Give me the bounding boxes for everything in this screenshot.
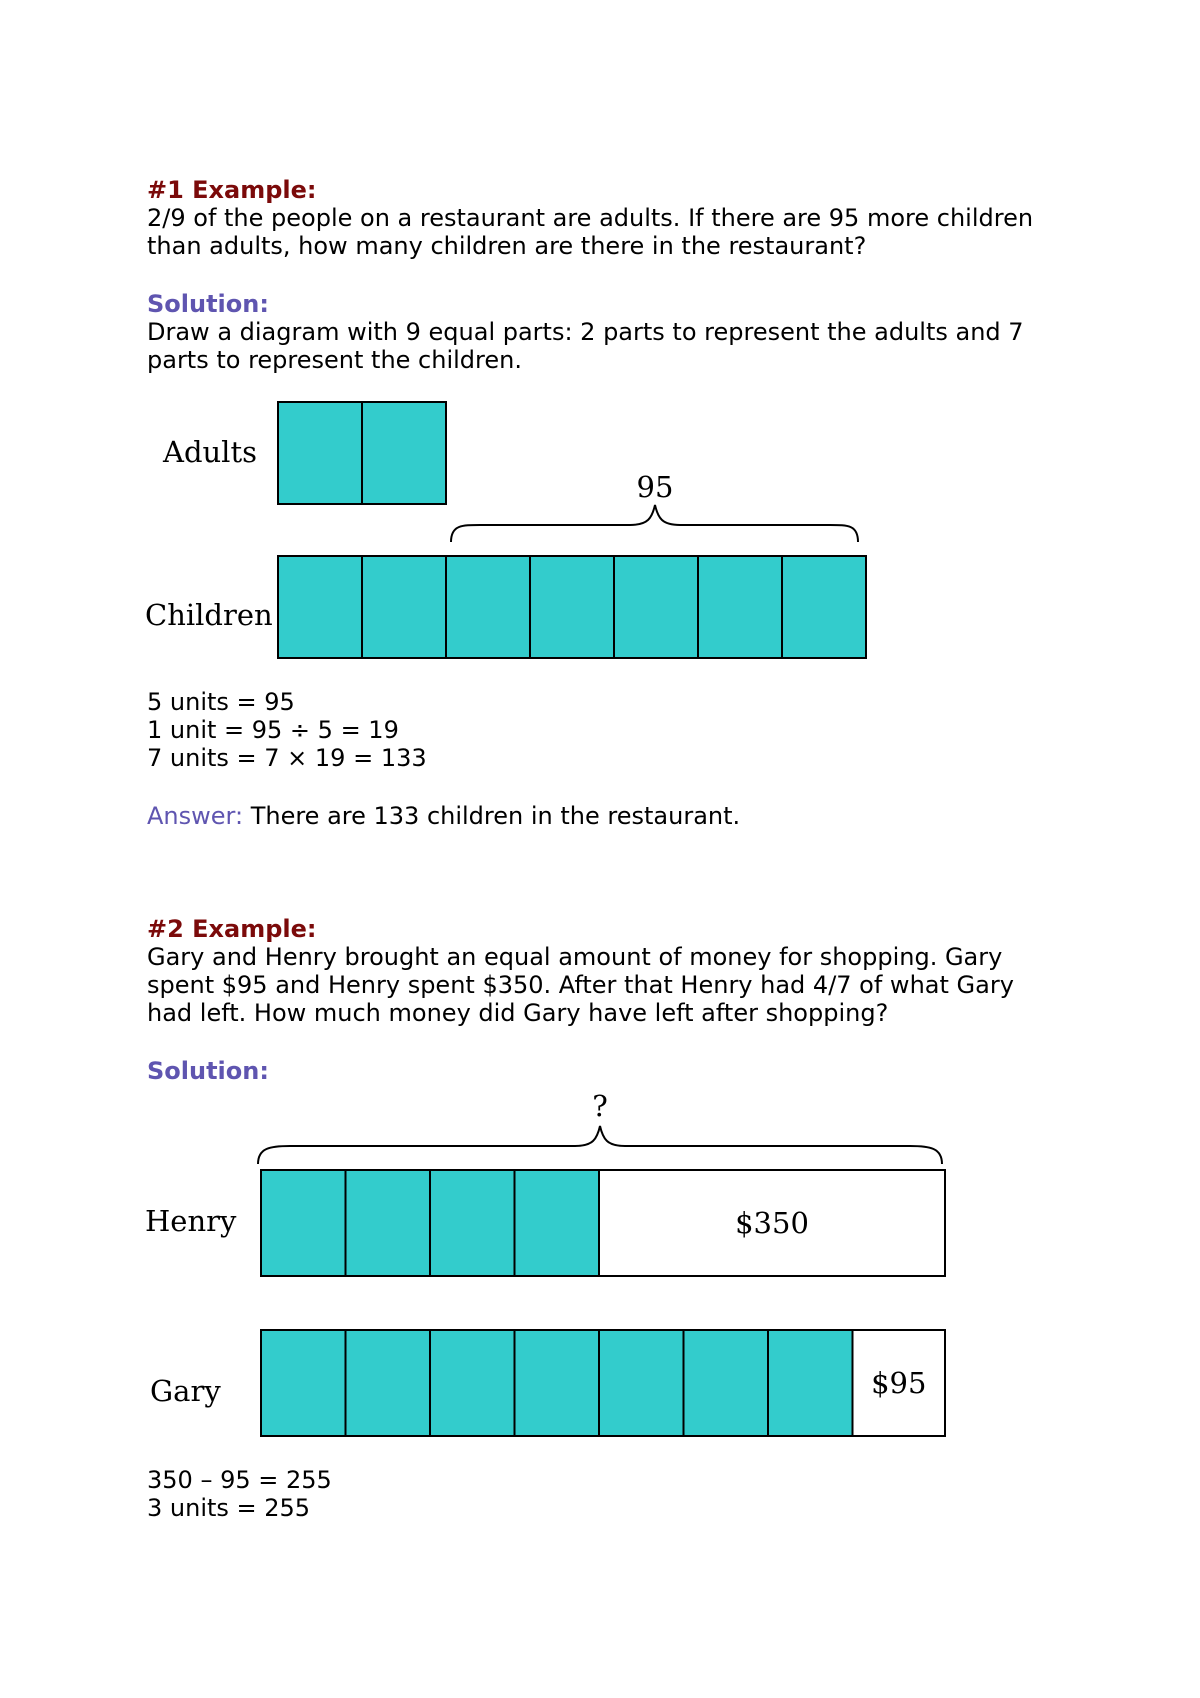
children-unit bbox=[782, 556, 866, 658]
gary-unit bbox=[684, 1330, 769, 1436]
henry-unit bbox=[346, 1170, 431, 1276]
gary-unit bbox=[768, 1330, 853, 1436]
example2-calc-line1: 350 – 95 = 255 bbox=[147, 1466, 332, 1494]
children-unit bbox=[698, 556, 782, 658]
example1-calc-line3: 7 units = 7 × 19 = 133 bbox=[147, 744, 427, 772]
difference-brace bbox=[451, 505, 858, 542]
gary-spent-label: $95 bbox=[871, 1366, 927, 1400]
adults-bar bbox=[278, 402, 446, 504]
example2-question-line2: spent $95 and Henry spent $350. After that Henry had 4/7 of what Gary bbox=[147, 971, 1014, 999]
children-unit bbox=[362, 556, 446, 658]
henry-unit bbox=[515, 1170, 600, 1276]
children-unit bbox=[446, 556, 530, 658]
adults-unit bbox=[362, 402, 446, 504]
example2-bar-model bbox=[0, 1060, 1200, 1460]
children-label: Children bbox=[145, 598, 273, 632]
example1-calc-line2: 1 unit = 95 ÷ 5 = 19 bbox=[147, 716, 399, 744]
example1-calc-line1: 5 units = 95 bbox=[147, 688, 295, 716]
adults-unit bbox=[278, 402, 362, 504]
children-bar bbox=[278, 556, 866, 658]
children-unit bbox=[530, 556, 614, 658]
example1-solution-line1: Draw a diagram with 9 equal parts: 2 parts to represent the adults and 7 bbox=[147, 318, 1024, 346]
example2-heading: #2 Example: bbox=[147, 915, 317, 943]
example1-answer bbox=[147, 802, 740, 830]
henry-label: Henry bbox=[145, 1204, 237, 1238]
adults-label: Adults bbox=[163, 435, 257, 469]
henry-unit bbox=[430, 1170, 515, 1276]
children-unit bbox=[278, 556, 362, 658]
example1-solution-label: Solution: bbox=[147, 290, 269, 318]
gary-unit bbox=[261, 1330, 346, 1436]
example1-bar-model bbox=[0, 0, 1200, 700]
gary-bar bbox=[261, 1330, 945, 1436]
example2-calc-line2: 3 units = 255 bbox=[147, 1494, 311, 1522]
example1-question-line2: than adults, how many children are there in the restaurant? bbox=[147, 232, 867, 260]
example1-solution-line2: parts to represent the children. bbox=[147, 346, 522, 374]
example2-question-line1: Gary and Henry brought an equal amount of money for shopping. Gary bbox=[147, 943, 1003, 971]
answer-text: There are 133 children in the restaurant. bbox=[243, 802, 741, 830]
total-brace bbox=[258, 1126, 942, 1164]
henry-bar bbox=[261, 1170, 945, 1276]
answer-label: Answer: bbox=[147, 802, 244, 830]
gary-unit bbox=[430, 1330, 515, 1436]
example1-question-line1: 2/9 of the people on a restaurant are adults. If there are 95 more children bbox=[147, 204, 1034, 232]
henry-spent-label: $350 bbox=[735, 1206, 809, 1240]
difference-label: 95 bbox=[636, 470, 674, 504]
example2-solution-label: Solution: bbox=[147, 1057, 269, 1085]
gary-unit bbox=[515, 1330, 600, 1436]
henry-unit bbox=[261, 1170, 346, 1276]
example1-heading: #1 Example: bbox=[147, 176, 317, 204]
gary-unit bbox=[599, 1330, 684, 1436]
gary-unit bbox=[346, 1330, 431, 1436]
children-unit bbox=[614, 556, 698, 658]
gary-label: Gary bbox=[150, 1374, 221, 1408]
total-question-label: ? bbox=[592, 1089, 608, 1123]
example2-question-line3: had left. How much money did Gary have left after shopping? bbox=[147, 999, 889, 1027]
